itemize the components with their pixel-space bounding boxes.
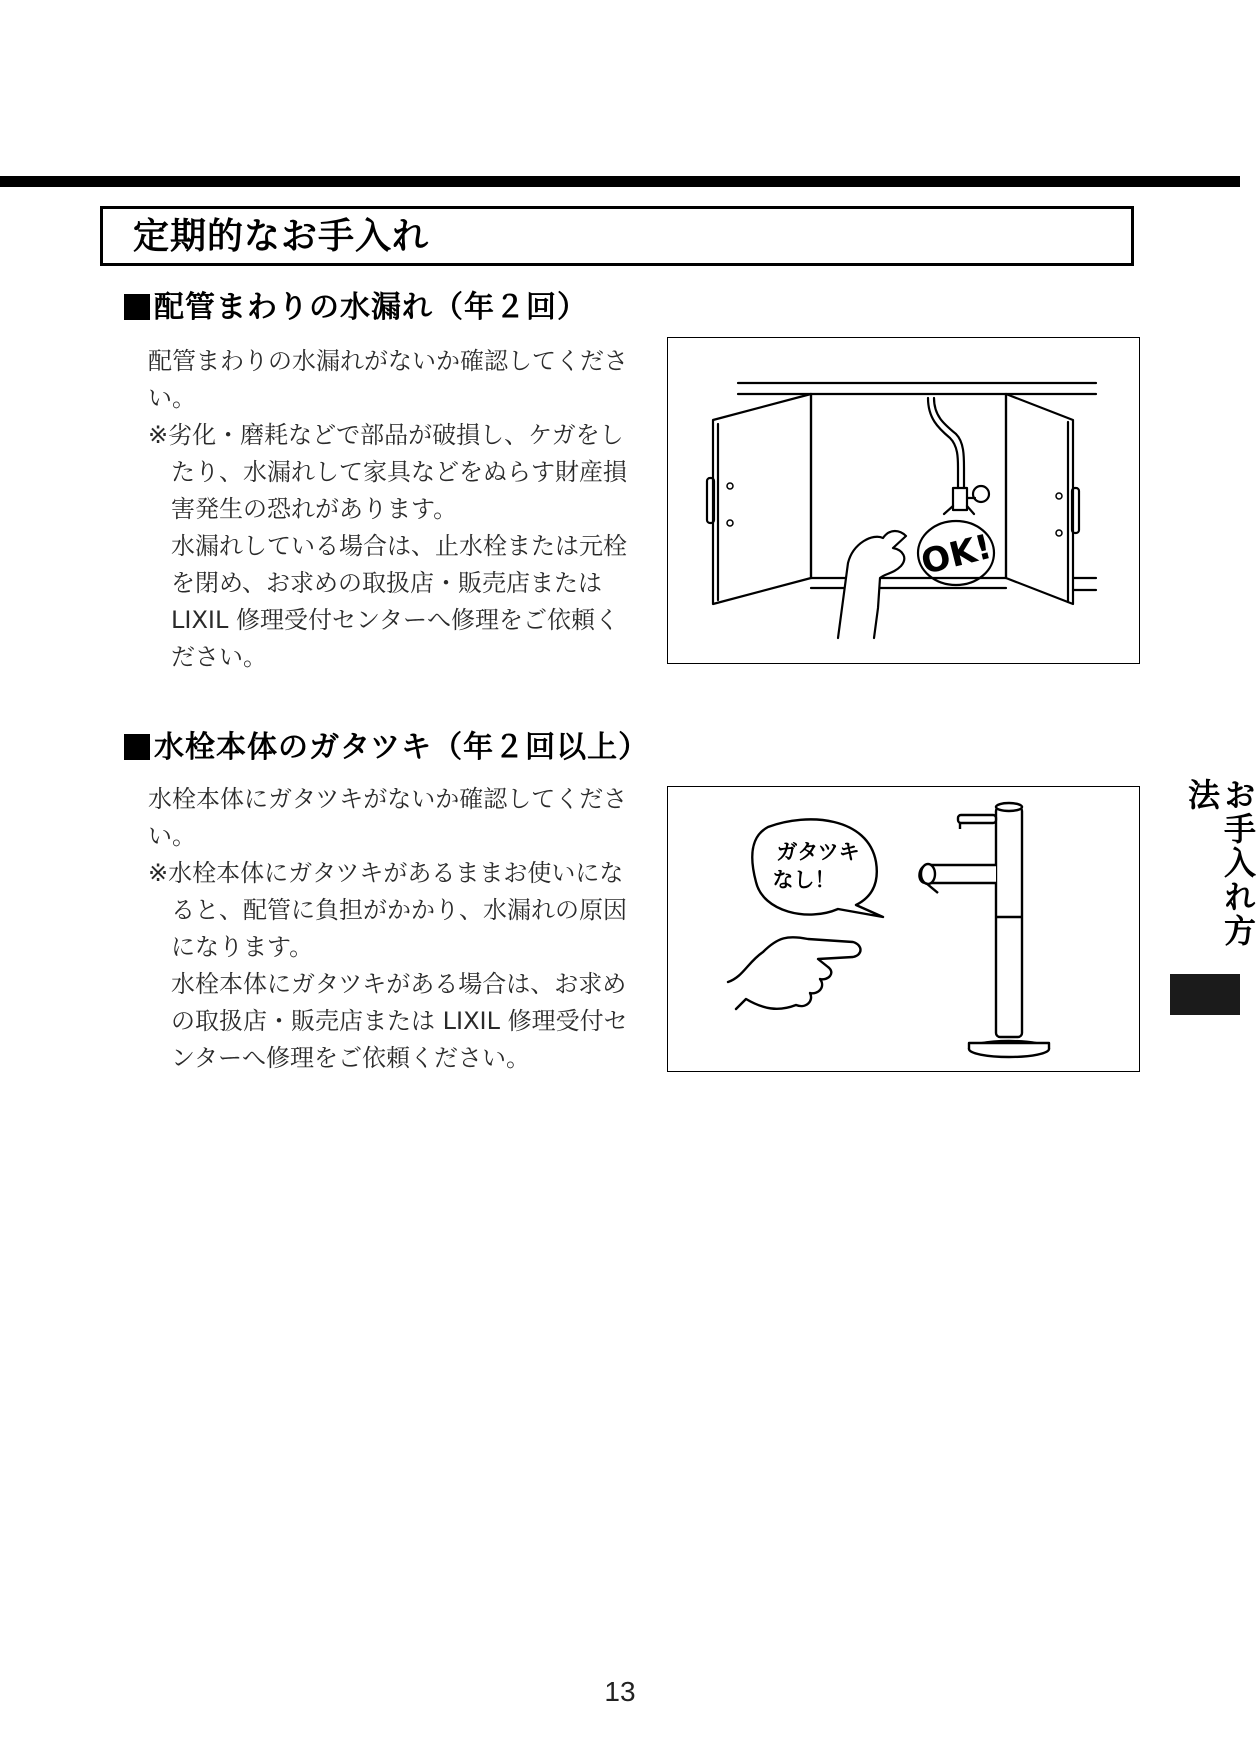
title-box [100,206,1134,266]
section-marker [124,294,150,320]
illustration-under-sink [667,337,1140,664]
section-heading-text: 水栓本体のガタツキ（年２回以上） [154,730,650,765]
section-marker [124,734,150,760]
caution-text: 水栓本体にガタツキがあるままお使いになると、配管に負担がかかり、水漏れの原因になります。 [168,859,627,961]
pointing-hand-icon [728,937,861,1009]
illustration-faucet [667,786,1140,1072]
faucet-drawing [668,787,1141,1073]
bubble-text-line1: ガタツキ [776,840,860,864]
action-note: 水漏れしている場合は、止水栓または元栓を閉め、お求めの取扱店・販売店または LIXIL 修理受付センターへ修理をご依頼ください。 [171,532,627,671]
intro-text: 配管まわりの水漏れがないか確認してください。 [148,347,628,412]
caution-note [148,417,628,528]
intro-text: 水栓本体にガタツキがないか確認してください。 [148,785,628,850]
section-body-piping [148,343,628,676]
bubble-text-line2: なし！ [772,868,836,892]
action-note: 水栓本体にガタツキがある場合は、お求めの取扱店・販売店または LIXIL 修理受付センターへ修理をご依頼ください。 [171,970,628,1072]
page-number: 13 [604,1676,636,1707]
caution-note [148,855,628,966]
note-mark: ※ [148,421,169,449]
top-rule [0,176,1240,187]
side-tab-bar [1170,974,1240,1015]
page-title: 定期的なお手入れ [133,216,430,257]
note-mark: ※ [148,859,169,887]
section-heading-faucet [124,728,649,768]
section-body-faucet [148,781,628,1077]
section-heading-text: 配管まわりの水漏れ（年２回） [154,290,588,325]
under-sink-drawing [668,338,1141,665]
faucet-icon [919,803,1049,1057]
caution-text: 劣化・磨耗などで部品が破損し、ケガをしたり、水漏れして家具などをぬらす財産損害発生の恐れがあります。 [168,421,627,523]
pointing-hand-icon [838,531,906,638]
side-tab [1170,778,1257,974]
ok-label: OK! [917,526,996,583]
section-heading-piping [124,288,588,328]
side-tab-label: お手入れ方法 [1183,778,1257,948]
